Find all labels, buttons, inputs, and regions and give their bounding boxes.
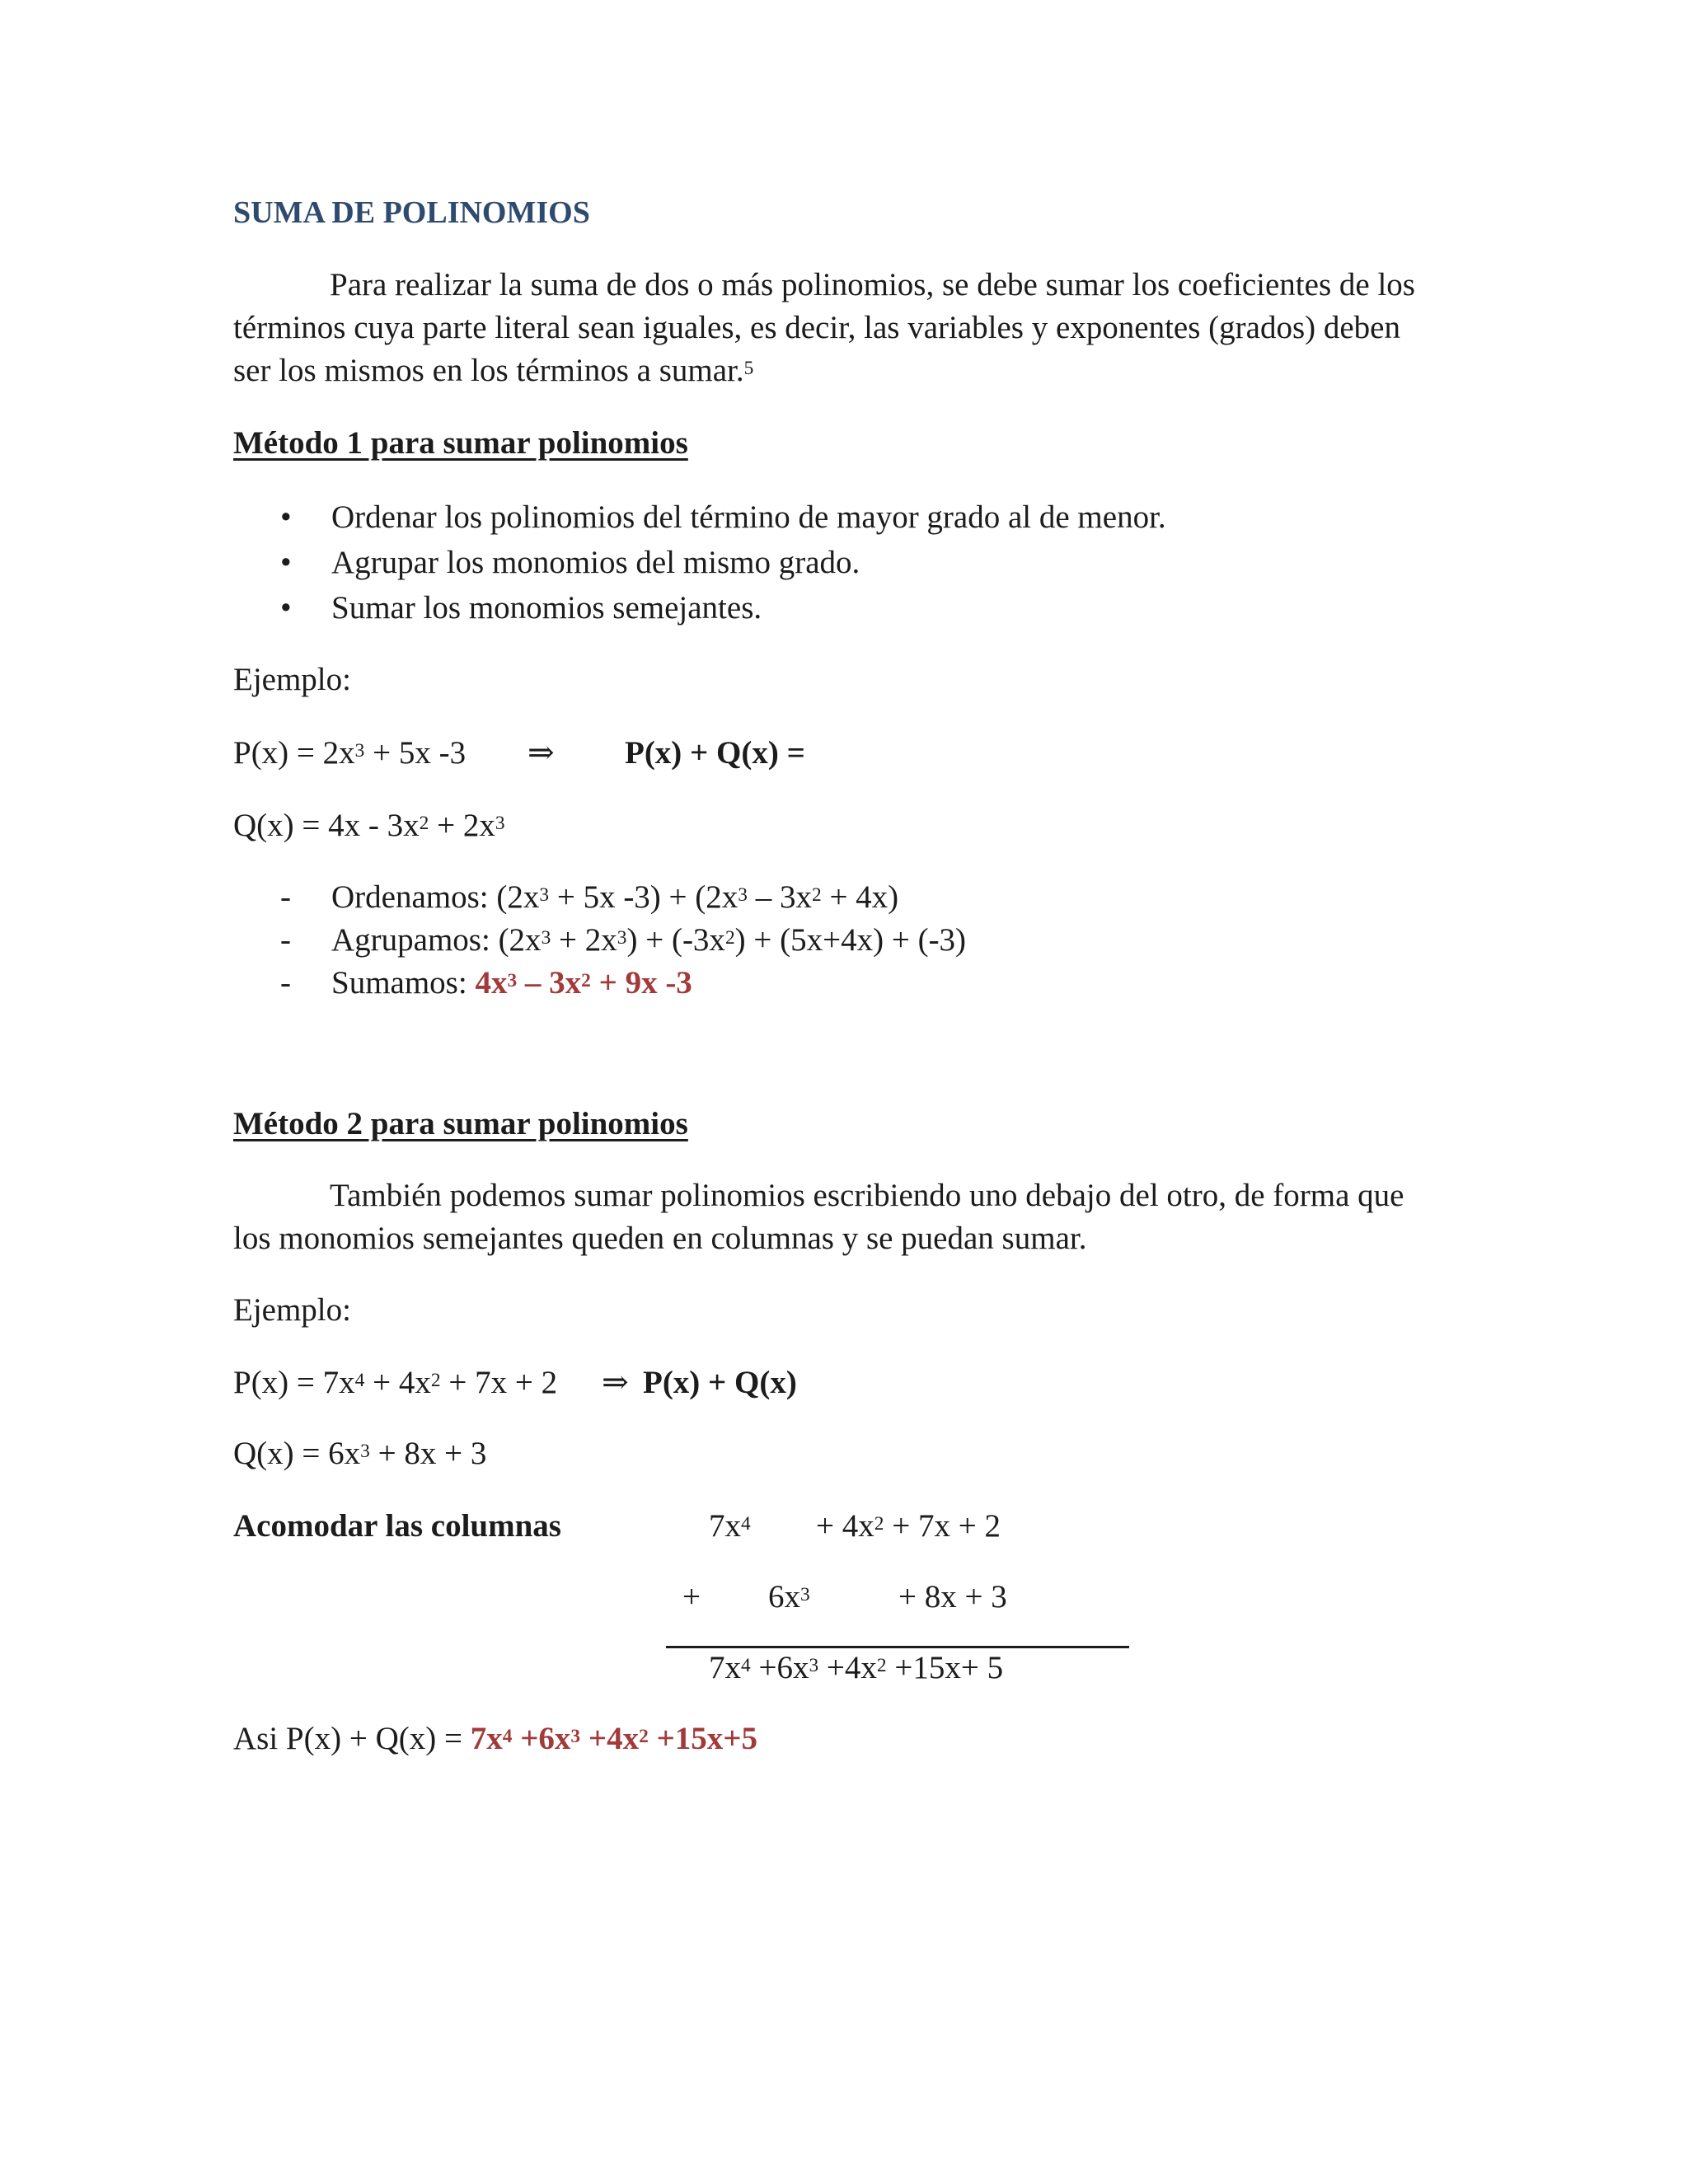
method2-final: Asi $P(x) + Q(x) = 7x^4 +6x^3 +4x^2 +15x+5$	[233, 1721, 758, 1756]
column-row1-term-a: $7x^4$	[709, 1508, 751, 1544]
method2-p-definition: $P(x) = 7x^4 + 4x^2 + 7x + 2$	[233, 1365, 558, 1400]
bullet-dot: •	[280, 499, 292, 535]
method1-sum-label: P(x) + Q(x) =	[625, 735, 805, 771]
column-result: $7x^4 +6x^3 +4x^2 +15x+ 5$	[709, 1650, 1004, 1685]
method2-paragraph-line-2: los monomios semejantes queden en columnas y se puedan sumar.	[233, 1221, 1087, 1256]
method1-ordenamos: Ordenamos: ($2x^3 + 5x$ $-3) + (2x^3 - 3x^2 + 4x)$	[331, 879, 899, 915]
page-title: SUMA DE POLINOMIOS	[233, 195, 590, 230]
column-row2-plus: +	[682, 1579, 701, 1615]
column-row2-term-a: $6x^3$	[768, 1579, 810, 1615]
method1-result: $4x^3 - 3x^2 + 9x$ -3	[475, 965, 692, 1001]
method1-bullet-2: Agrupar los monomios del mismo grado.	[331, 545, 860, 580]
intro-line-1: Para realizar la suma de dos o más polinomios, se debe sumar los coeficientes de los	[330, 267, 1415, 302]
method2-paragraph-line-1: También podemos sumar polinomios escribiendo uno debajo del otro, de forma que	[330, 1178, 1404, 1213]
column-row2-term-b: + 8x + 3	[898, 1579, 1007, 1615]
column-row1-term-b: + $4x^2 + 7x + 2$	[816, 1508, 1001, 1544]
method2-sum-label: P(x) + Q(x)	[643, 1365, 797, 1400]
dash: -	[280, 922, 291, 958]
columns-label: Acomodar las columnas	[233, 1508, 561, 1544]
method1-heading: Método 1 para sumar polinomios	[233, 425, 688, 461]
intro-line-2: términos cuya parte literal sean iguales, es decir, las variables y exponentes (grados) deben	[233, 310, 1400, 345]
method1-example-label: Ejemplo:	[233, 662, 351, 697]
footnote-ref: 5	[743, 357, 754, 379]
method1-bullet-3: Sumar los monomios semejantes.	[331, 590, 762, 626]
method1-q-definition: $Q(x) = 4x - 3x^2 + 2x^3$	[233, 808, 505, 843]
method1-sumamos: Sumamos: $4x^3 - 3x^2 + 9x$ -3	[331, 965, 692, 1001]
method2-q-definition: $Q(x) = 6x^3 + 8x + 3$	[233, 1436, 487, 1471]
dash: -	[280, 965, 291, 1001]
method1-p-definition: $P(x) = 2x^3 + 5x$ -3	[233, 735, 467, 771]
method2-heading: Método 2 para sumar polinomios	[233, 1106, 688, 1141]
method2-arrow: ⇒	[602, 1365, 629, 1400]
intro-line-3: ser los mismos en los términos a sumar.$^5$	[233, 353, 754, 388]
method2-result: $7x^4 +6x^3 +4x^2 +15x+5$	[470, 1721, 758, 1756]
method1-arrow: ⇒	[528, 735, 555, 771]
method2-example-label: Ejemplo:	[233, 1292, 351, 1328]
dash: -	[280, 879, 291, 915]
bullet-dot: •	[280, 590, 292, 626]
method1-bullet-1: Ordenar los polinomios del término de mayor grado al de menor.	[331, 499, 1166, 535]
method1-agrupamos: Agrupamos: $(2x^3 + 2x^3) + (-3x^2) + (5x+4x) + (-3)$	[331, 922, 967, 958]
bullet-dot: •	[280, 545, 292, 580]
